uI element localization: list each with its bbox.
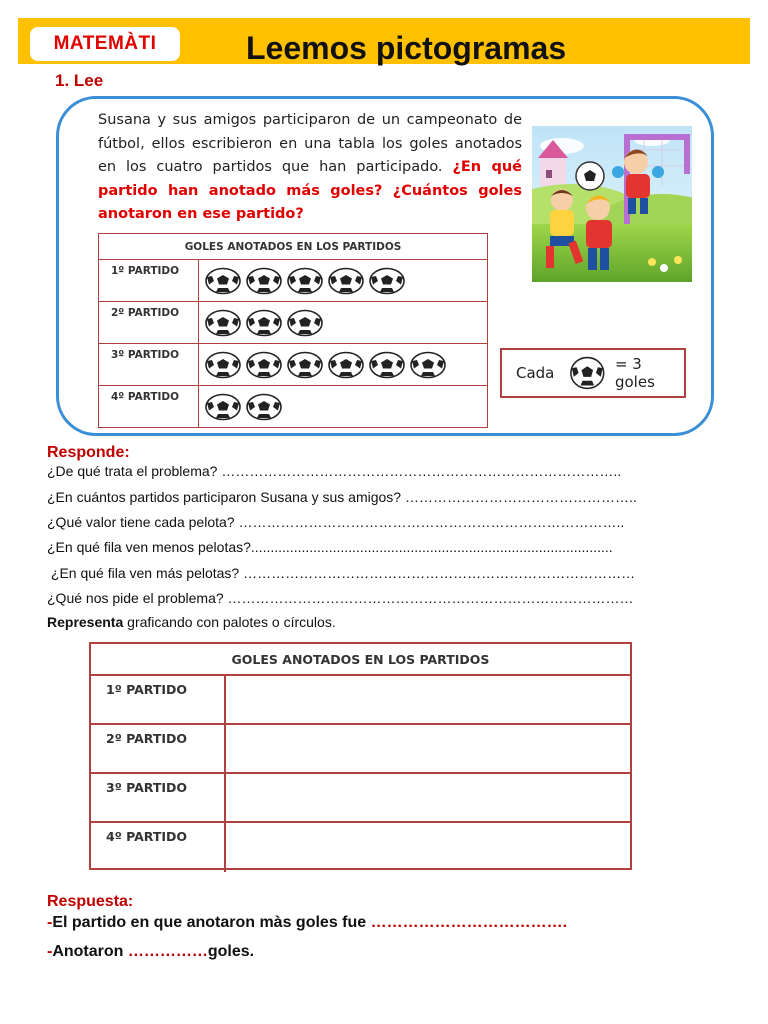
- blank-answer-cell[interactable]: [226, 676, 630, 723]
- answer-blank[interactable]: ……………: [127, 943, 208, 960]
- problem-text: [98, 109, 522, 227]
- row-label: 4º PARTIDO: [91, 823, 226, 872]
- legend-prefix: Cada: [516, 364, 555, 382]
- table-row: [99, 386, 487, 428]
- respond-label: Responde:: [47, 444, 130, 461]
- row-label: 2º PARTIDO: [99, 302, 199, 343]
- represent-bold: Representa: [47, 614, 124, 630]
- soccer-ball-icon: [409, 351, 447, 379]
- pictogram-title: GOLES ANOTADOS EN LOS PARTIDOS: [99, 234, 487, 260]
- ball-cell: [199, 302, 487, 343]
- table-row: [91, 823, 630, 872]
- soccer-ball-icon: [204, 309, 242, 337]
- soccer-ball-icon: [568, 355, 607, 391]
- answer-text: El partido en que anotaron màs goles fue: [52, 914, 371, 931]
- ball-cell: [199, 386, 487, 428]
- question-2: ¿En cuántos partidos participaron Susana y sus amigos? …………………………………………..: [47, 489, 637, 505]
- problem-question: ¿En qué partido han anotado más goles? ¿Cuántos goles anotaron en ese partido?: [98, 159, 522, 223]
- answer-dash: -: [47, 914, 53, 931]
- table-row: [91, 725, 630, 774]
- soccer-ball-icon: [327, 267, 365, 295]
- question-5: ¿En qué fila ven más pelotas? …………………………………………………………………………: [47, 565, 636, 581]
- table-row: [99, 260, 487, 302]
- answer-line-2: [47, 943, 254, 961]
- kids-playing-football-illustration: [532, 126, 692, 282]
- answer-text: Anotaron: [52, 943, 128, 960]
- soccer-ball-icon: [245, 309, 283, 337]
- page-title: Leemos pictogramas: [246, 30, 567, 66]
- table-row: [91, 774, 630, 823]
- blank-answer-cell[interactable]: [226, 774, 630, 821]
- problem-statement: Susana y sus amigos participaron de un campeonato de fútbol, ellos escribieron en una tabla los goles anotados en los cuatro partidos que han participado.: [98, 112, 522, 176]
- blank-answer-cell[interactable]: [226, 725, 630, 772]
- table-row: [91, 676, 630, 725]
- question-3: ¿Qué valor tiene cada pelota? ………………………………………………………………………..: [47, 514, 625, 530]
- answer-blank[interactable]: ……………………………….: [370, 914, 568, 931]
- soccer-ball-icon: [245, 267, 283, 295]
- soccer-ball-icon: [204, 267, 242, 295]
- question-6: ¿Qué nos pide el problema? ……………………………………………………………………………: [47, 590, 634, 606]
- blank-pictogram-table: [89, 642, 632, 870]
- blank-answer-cell[interactable]: [226, 823, 630, 872]
- soccer-ball-icon: [327, 351, 365, 379]
- table-row: [99, 302, 487, 344]
- soccer-ball-icon: [204, 351, 242, 379]
- table-row: [99, 344, 487, 386]
- soccer-ball-icon: [286, 351, 324, 379]
- legend-box: [500, 348, 686, 398]
- row-label: 1º PARTIDO: [91, 676, 226, 723]
- soccer-ball-icon: [286, 309, 324, 337]
- answer-label: Respuesta:: [47, 893, 134, 910]
- blank-table-title: GOLES ANOTADOS EN LOS PARTIDOS: [91, 644, 630, 676]
- row-label: 2º PARTIDO: [91, 725, 226, 772]
- row-label: 1º PARTIDO: [99, 260, 199, 301]
- answer-dash: -: [47, 943, 53, 960]
- row-label: 3º PARTIDO: [99, 344, 199, 385]
- row-label: 4º PARTIDO: [99, 386, 199, 428]
- answer-end: goles.: [207, 943, 255, 960]
- question-1: ¿De qué trata el problema? …………………………………………………………………………..: [47, 463, 622, 479]
- pictogram-table: [98, 233, 488, 428]
- ball-cell: [199, 260, 487, 301]
- soccer-ball-icon: [245, 393, 283, 421]
- ball-cell: [199, 344, 487, 385]
- section-label: 1. Lee: [55, 71, 104, 90]
- soccer-ball-icon: [204, 393, 242, 421]
- represent-rest: graficando con palotes o círculos.: [123, 614, 336, 630]
- question-4: ¿En qué fila ven menos pelotas?.............................................................................................: [47, 539, 613, 555]
- answer-line-1: [47, 914, 567, 932]
- soccer-ball-icon: [286, 267, 324, 295]
- subject-badge: MATEMÀTI: [30, 27, 180, 61]
- row-label: 3º PARTIDO: [91, 774, 226, 821]
- legend-suffix: = 3 goles: [614, 355, 655, 391]
- represent-instruction: [47, 614, 336, 630]
- soccer-ball-icon: [368, 267, 406, 295]
- soccer-ball-icon: [368, 351, 406, 379]
- soccer-ball-icon: [245, 351, 283, 379]
